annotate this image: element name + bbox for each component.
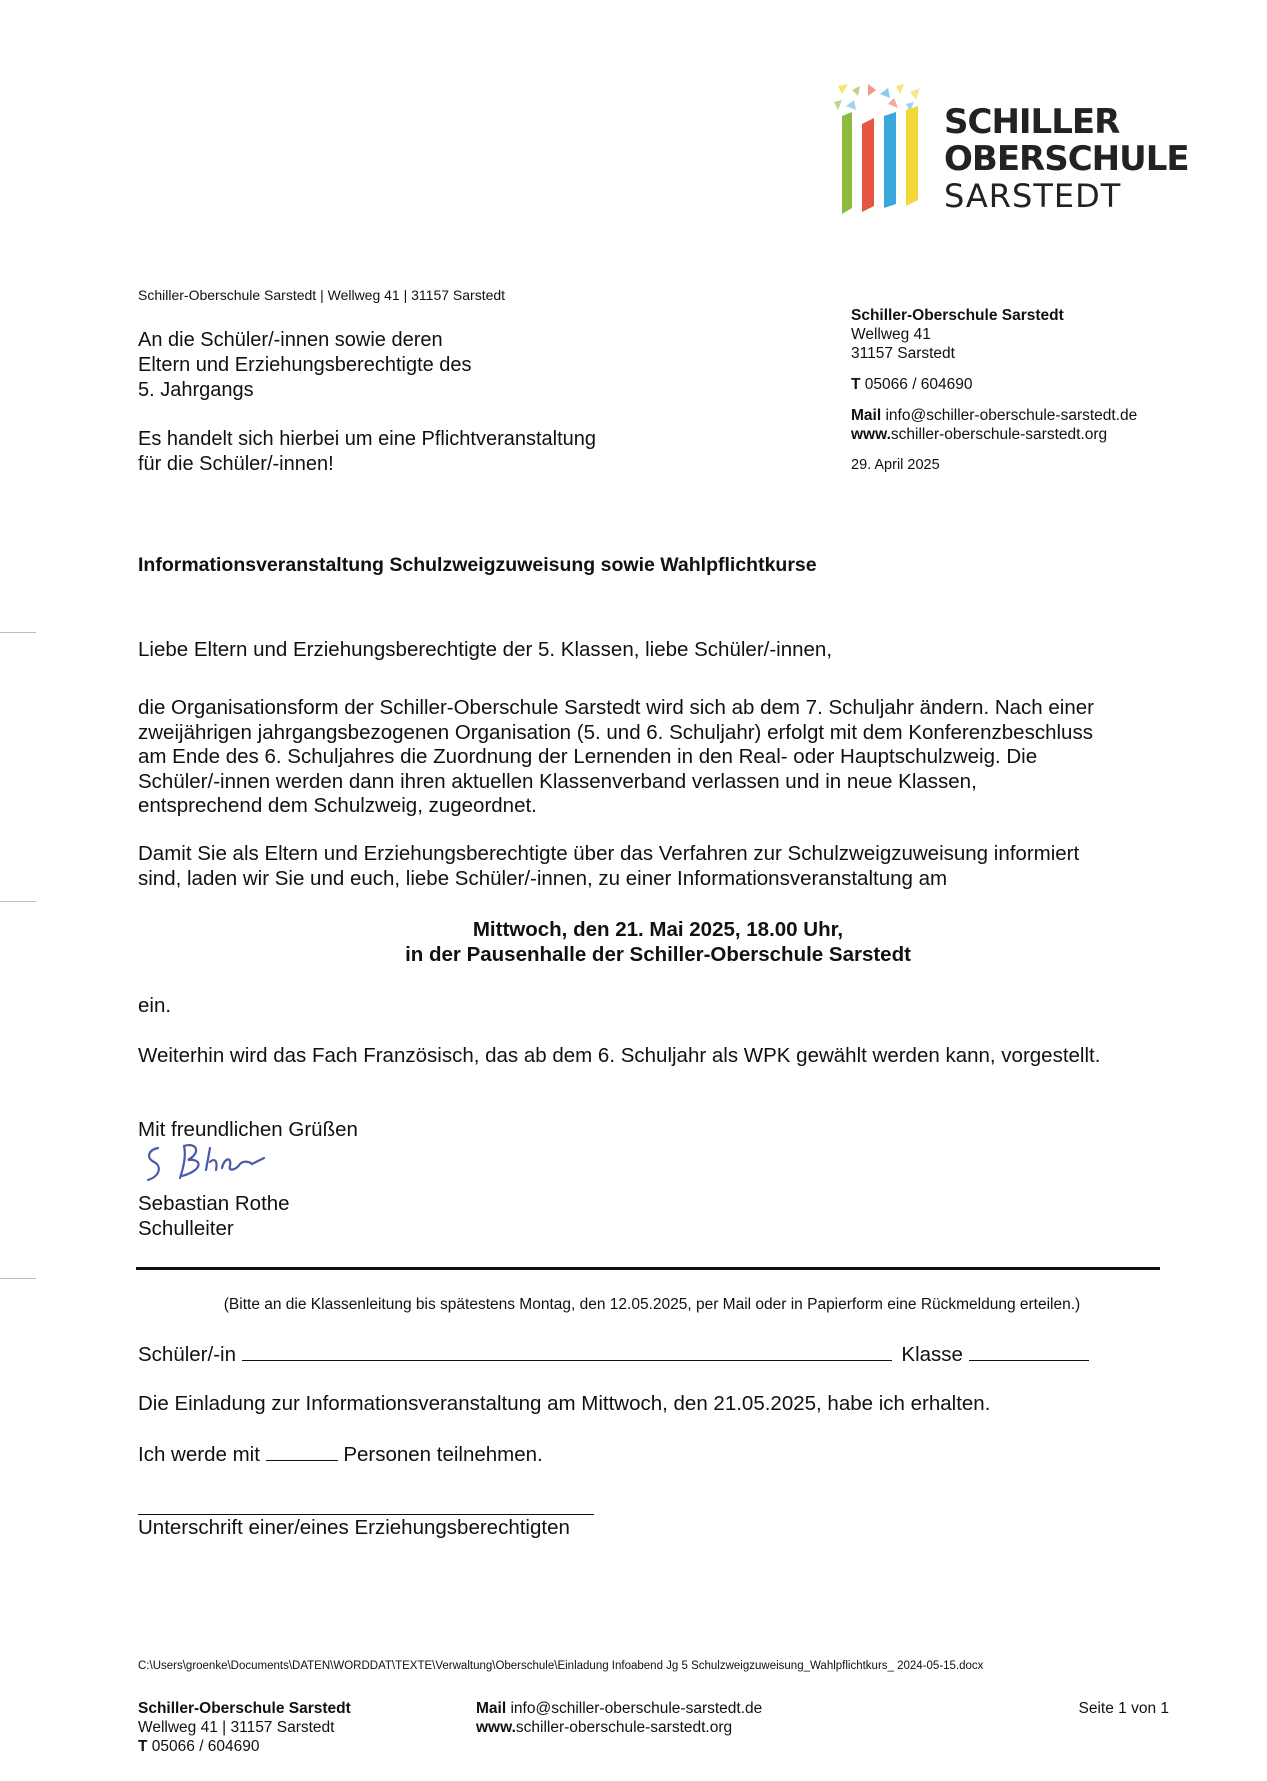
signature-label: Unterschrift einer/eines Erziehungsberechtigten	[138, 1516, 570, 1539]
footer-address: Wellweg 41 | 31157 Sarstedt	[138, 1719, 335, 1736]
attendance-prefix: Ich werde mit	[138, 1443, 260, 1466]
footer-web-prefix: www.	[476, 1719, 516, 1736]
attendance-count-blank[interactable]	[266, 1442, 338, 1461]
school-mail-link[interactable]: info@schiller-oberschule-sarstedt.de	[885, 407, 1138, 424]
logo-confetti	[868, 84, 876, 96]
paragraph-line: am Ende des 6. Schuljahres die Zuordnung der Lernenden in den Real- oder Hauptschulzweig. Die	[138, 745, 1038, 768]
logo-confetti	[888, 98, 898, 108]
mandatory-note-line: Es handelt sich hierbei um eine Pflichtveranstaltung	[138, 428, 597, 450]
recipient-line: Eltern und Erziehungsberechtigte des	[138, 354, 472, 376]
attendance-row	[138, 1442, 543, 1468]
class-blank[interactable]	[969, 1342, 1089, 1361]
page-number: Seite 1 von 1	[1078, 1700, 1169, 1717]
footer-left	[138, 1699, 351, 1756]
school-logo	[828, 80, 1189, 220]
logo-stripe-red	[862, 118, 874, 212]
footer-phone: 05066 / 604690	[151, 1738, 260, 1755]
logo-confetti	[846, 100, 856, 110]
paragraph-french: Weiterhin wird das Fach Französisch, das ab dem 6. Schuljahr als WPK gewählt werden kann, vorgestellt.	[138, 1044, 1101, 1067]
school-street: Wellweg 41	[851, 326, 931, 343]
footer-mail-link[interactable]: info@schiller-oberschule-sarstedt.de	[510, 1700, 763, 1717]
confirmation-text: Die Einladung zur Informationsveranstaltung am Mittwoch, den 21.05.2025, habe ich erhalten.	[138, 1392, 991, 1415]
logo-mark	[828, 80, 938, 220]
recipient-block	[138, 328, 596, 477]
footer-school-name: Schiller-Oberschule Sarstedt	[138, 1700, 351, 1717]
logo-line-3: SARSTEDT	[944, 177, 1122, 215]
handwritten-signature	[140, 1140, 270, 1190]
letter-subject: Informationsveranstaltung Schulzweigzuweisung sowie Wahlpflichtkurse	[138, 554, 817, 576]
logo-confetti	[880, 88, 890, 98]
class-label: Klasse	[901, 1343, 963, 1366]
footer-mail-label: Mail	[476, 1700, 507, 1717]
logo-line-2: OBERSCHULE	[944, 139, 1189, 179]
school-phone: 05066 / 604690	[864, 376, 973, 393]
web-domain: schiller-oberschule-sarstedt.org	[890, 426, 1108, 443]
letter-date: 29. April 2025	[851, 457, 940, 473]
student-row	[138, 1342, 1089, 1368]
event-location: in der Pausenhalle der Schiller-Oberschule Sarstedt	[405, 942, 911, 966]
footer-phone-label: T	[138, 1738, 148, 1755]
logo-confetti	[896, 84, 904, 94]
footer-mail-row	[476, 1699, 762, 1718]
school-web-link[interactable]	[851, 425, 1137, 444]
logo-confetti	[834, 100, 842, 110]
salutation: Liebe Eltern und Erziehungsberechtigte der 5. Klassen, liebe Schüler/-innen,	[138, 638, 833, 661]
cut-separator	[136, 1267, 1160, 1270]
fold-mark-top	[0, 632, 36, 633]
fold-mark-bottom	[0, 1278, 36, 1279]
logo-line-1: SCHILLER	[944, 102, 1120, 142]
closing: Mit freundlichen Grüßen	[138, 1118, 358, 1141]
fold-mark-middle	[0, 901, 36, 902]
recipient-line: 5. Jahrgangs	[138, 379, 254, 401]
logo-stripe-yellow	[906, 106, 918, 206]
logo-stripe-blue	[884, 112, 896, 208]
student-label: Schüler/-in	[138, 1343, 236, 1366]
file-path: C:\Users\groenke\Documents\DATEN\WORDDAT\TEXTE\Verwaltung\Oberschule\Einladung Infoabend Jg 5 Schulzweigzuweisung_Wahlpflichtkurs_ 2024-05-15.docx	[138, 1660, 984, 1672]
logo-confetti	[852, 86, 860, 96]
reply-instruction: (Bitte an die Klassenleitung bis spätestens Montag, den 12.05.2025, per Mail oder in Papierform eine Rückmeldung erteilen.)	[223, 1296, 1081, 1313]
paragraph-line: entsprechend dem Schulzweig, zugeordnet.	[138, 794, 537, 817]
footer-web-link[interactable]	[476, 1718, 762, 1737]
paragraph-line: die Organisationsform der Schiller-Oberschule Sarstedt wird sich ab dem 7. Schuljahr ändern. Nach einer	[138, 696, 1094, 719]
logo-confetti	[838, 84, 848, 94]
school-phone-row	[851, 375, 1137, 394]
mandatory-note-line: für die Schüler/-innen!	[138, 453, 334, 475]
sender-line: Schiller-Oberschule Sarstedt | Wellweg 41 | 31157 Sarstedt	[138, 287, 506, 303]
recipient-line: An die Schüler/-innen sowie deren	[138, 329, 443, 351]
paragraph-line: Schüler/-innen werden dann ihren aktuellen Klassenverband verlassen und in neue Klassen,	[138, 769, 977, 793]
mail-label: Mail	[851, 407, 882, 424]
footer-web-domain: schiller-oberschule-sarstedt.org	[515, 1719, 733, 1736]
paragraph-organisation	[138, 696, 1094, 819]
logo-confetti	[910, 88, 920, 100]
event-date-time: Mittwoch, den 21. Mai 2025, 18.00 Uhr,	[472, 918, 844, 941]
signer-role: Schulleiter	[138, 1216, 234, 1240]
student-name-blank[interactable]	[242, 1342, 892, 1361]
phone-label: T	[851, 376, 861, 393]
event-details	[138, 918, 1178, 967]
attendance-suffix: Personen teilnehmen.	[343, 1443, 543, 1466]
school-city: 31157 Sarstedt	[851, 345, 955, 362]
signer-block	[138, 1192, 290, 1241]
logo-stripe-green	[842, 112, 852, 214]
signature-blank[interactable]	[138, 1514, 594, 1515]
school-name: Schiller-Oberschule Sarstedt	[851, 307, 1064, 324]
signer-name: Sebastian Rothe	[138, 1192, 290, 1215]
footer-middle	[476, 1699, 762, 1737]
paragraph-line: zweijährigen jahrgangsbezogenen Organisation (5. und 6. Schuljahr) erfolgt mit dem Konferenzbeschluss	[138, 720, 1093, 744]
after-event-text: ein.	[138, 994, 172, 1017]
school-info	[851, 306, 1137, 475]
school-mail-row	[851, 406, 1137, 425]
paragraph-invitation	[138, 842, 1079, 891]
footer-phone-row	[138, 1737, 351, 1756]
paragraph-line: sind, laden wir Sie und euch, liebe Schüler/-innen, zu einer Informationsveranstaltung am	[138, 866, 948, 890]
paragraph-line: Damit Sie als Eltern und Erziehungsberechtigte über das Verfahren zur Schulzweigzuweisung informiert	[138, 842, 1080, 865]
web-prefix: www.	[851, 426, 891, 443]
